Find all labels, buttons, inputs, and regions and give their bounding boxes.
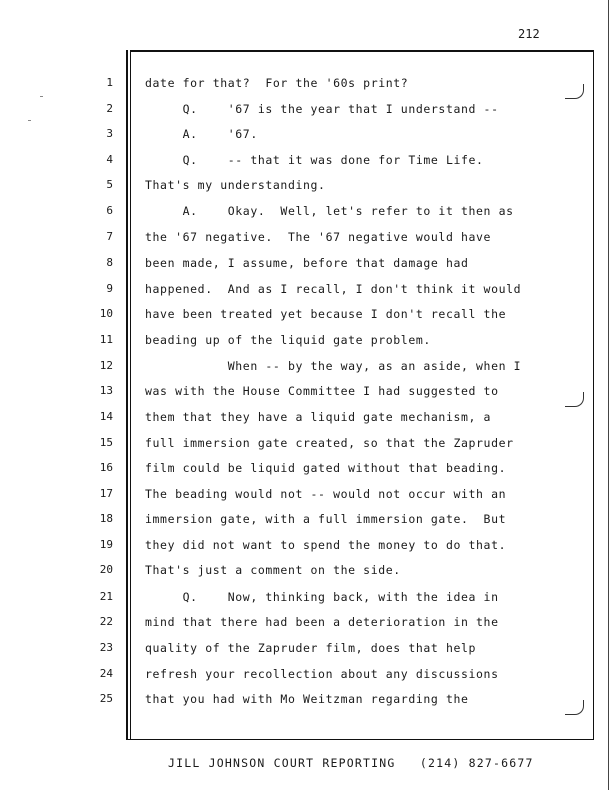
transcript-line: Q. Now, thinking back, with the idea in bbox=[145, 590, 499, 604]
line-number: 17 bbox=[99, 487, 113, 500]
line-number: 23 bbox=[99, 641, 113, 654]
frame-right-border bbox=[593, 50, 594, 740]
line-number: 22 bbox=[99, 615, 113, 628]
line-number: 4 bbox=[106, 153, 113, 166]
line-number: 13 bbox=[99, 384, 113, 397]
transcript-line: film could be liquid gated without that beading. bbox=[145, 461, 507, 475]
frame-bottom-border bbox=[126, 739, 594, 740]
transcript-line: Q. -- that it was done for Time Life. bbox=[145, 153, 484, 167]
transcript-line: was with the House Committee I had suggested to bbox=[145, 384, 499, 398]
line-number: 16 bbox=[99, 461, 113, 474]
transcript-line: them that they have a liquid gate mechanism, a bbox=[145, 410, 492, 424]
line-number: 2 bbox=[106, 102, 113, 115]
transcript-line: That's just a comment on the side. bbox=[145, 563, 401, 577]
line-number: 21 bbox=[99, 590, 113, 603]
scan-speck bbox=[40, 96, 43, 97]
line-number: 5 bbox=[106, 178, 113, 191]
line-number: 10 bbox=[99, 307, 113, 320]
line-number: 1 bbox=[106, 76, 113, 89]
transcript-line: beading up of the liquid gate problem. bbox=[145, 333, 431, 347]
line-number: 3 bbox=[106, 127, 113, 140]
transcript-line: A. Okay. Well, let's refer to it then as bbox=[145, 204, 514, 218]
transcript-line: Q. '67 is the year that I understand -- bbox=[145, 102, 499, 116]
frame-left-inner-border bbox=[130, 50, 131, 740]
transcript-line: the '67 negative. The '67 negative would have bbox=[145, 230, 492, 244]
transcript-line: A. '67. bbox=[145, 127, 258, 141]
page-number: 212 bbox=[518, 27, 540, 41]
line-number: 24 bbox=[99, 667, 113, 680]
line-number: 12 bbox=[99, 359, 113, 372]
transcript-line: been made, I assume, before that damage had bbox=[145, 256, 469, 270]
transcript-line: That's my understanding. bbox=[145, 178, 326, 192]
transcript-line: have been treated yet because I don't recall the bbox=[145, 307, 507, 321]
line-number: 15 bbox=[99, 436, 113, 449]
page-edge bbox=[608, 0, 609, 790]
transcript-line: quality of the Zapruder film, does that help bbox=[145, 641, 477, 655]
transcript-line: that you had with Mo Weitzman regarding the bbox=[145, 692, 469, 706]
line-number: 8 bbox=[106, 256, 113, 269]
transcript-line: full immersion gate created, so that the Zapruder bbox=[145, 436, 514, 450]
transcript-line: date for that? For the '60s print? bbox=[145, 76, 409, 90]
frame-left-border bbox=[126, 50, 128, 740]
transcript-line: When -- by the way, as an aside, when I bbox=[145, 359, 522, 373]
transcript-line: mind that there had been a deterioration in the bbox=[145, 615, 499, 629]
line-number: 6 bbox=[106, 204, 113, 217]
transcript-line: immersion gate, with a full immersion gate. But bbox=[145, 512, 507, 526]
hole-punch-mark bbox=[565, 84, 584, 99]
line-number: 7 bbox=[106, 230, 113, 243]
transcript-line: they did not want to spend the money to do that. bbox=[145, 538, 507, 552]
scan-speck bbox=[28, 120, 31, 121]
line-number: 11 bbox=[99, 333, 113, 346]
hole-punch-mark bbox=[565, 392, 584, 407]
frame-top-border bbox=[130, 50, 594, 52]
line-number: 19 bbox=[99, 538, 113, 551]
transcript-line: The beading would not -- would not occur with an bbox=[145, 487, 507, 501]
transcript-line: refresh your recollection about any discussions bbox=[145, 667, 499, 681]
line-number: 9 bbox=[106, 282, 113, 295]
line-number: 18 bbox=[99, 512, 113, 525]
footer-court-reporter: JILL JOHNSON COURT REPORTING (214) 827-6677 bbox=[168, 756, 534, 770]
line-number: 20 bbox=[99, 563, 113, 576]
hole-punch-mark bbox=[565, 700, 584, 715]
transcript-line: happened. And as I recall, I don't think it would bbox=[145, 282, 522, 296]
line-number: 25 bbox=[99, 692, 113, 705]
line-number: 14 bbox=[99, 410, 113, 423]
